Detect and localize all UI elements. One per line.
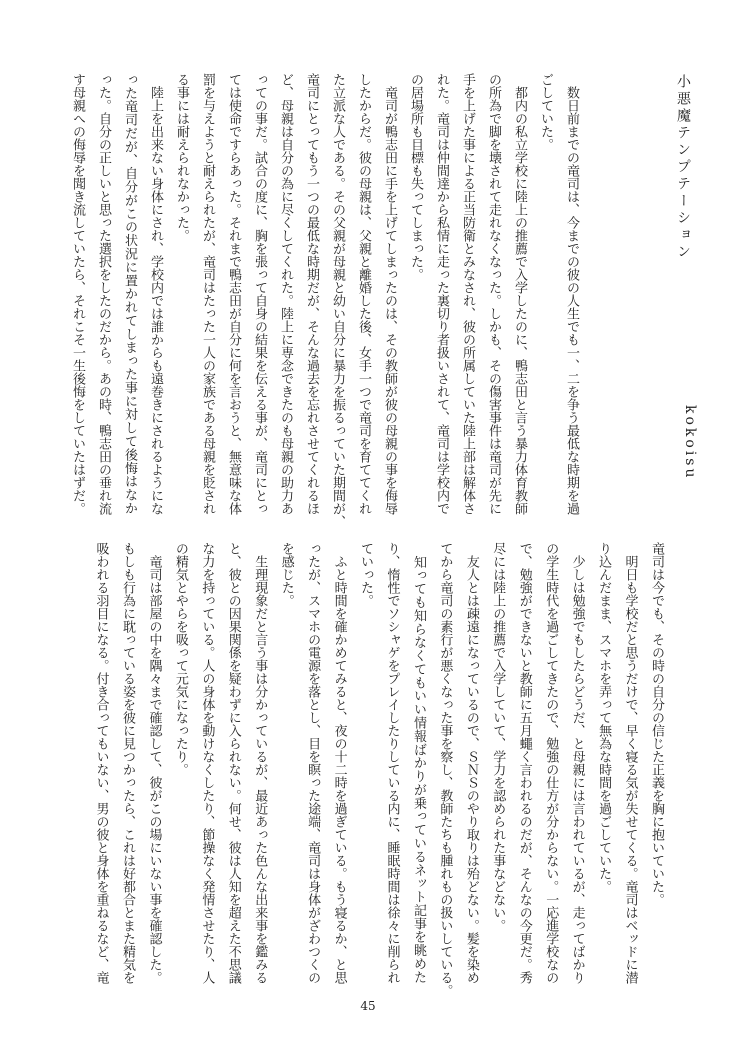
text-line: 都内の私立学校に陸上の推薦で入学したのに、鴨志田と言う暴力体育教師 [512,73,527,515]
text-line: ったが、スマホの電源を落とし、目を瞑った途端、竜司は身体がざわつくの [305,542,321,984]
text-line: った竜司だが、自分がこの状況に置かれてしまった事に対して後悔はなか [122,73,137,515]
text-line: 罰を与えようと耐えられたが、竜司はたった一人の家族である母親を貶され [200,73,215,515]
text-line: 竜司が鴨志田に手を上げてしまったのは、その教師が彼の母親の事を侮辱 [382,73,397,515]
text-line: ていった。 [358,542,374,607]
text-line: っての事だ。試合の度に、胸を張って自身の結果を伝える事が、竜司にとっ [252,73,267,515]
text-line: 吸われる羽目になる。付き合ってもいない、男の彼と身体を重ねるなど、竜 [93,542,109,984]
text-line: た立派な人である。その父親が母親と幼い自分に暴力を振るっていた期間が、 [330,73,345,528]
text-line: す母親への侮辱を聞き流していたら、それこそ一生後悔をしていたはずだ。 [70,73,85,515]
text-line: れた。竜司は仲間達から私情に走った裏切り者扱いされて、竜司は学校内で [434,73,449,515]
text-line: 数日前までの竜司は、今までの彼の人生でも一、二を争う最低な時期を過 [564,73,579,515]
text-line: 知っても知らなくてもいい情報ばかりが乗っているネット記事を眺めた [410,542,426,984]
text-line: の学生時代を過ごしてきたので、勉強の仕方が分からない。一応進学校なの [543,542,559,984]
text-line: てから竜司の素行が悪くなった事を察し、教師たちも腫れもの扱いしている。 [437,542,453,997]
text-line: と、彼との因果関係を疑わずに入られない。何せ、彼は人知を超えた不思議 [225,542,241,984]
text-line: り込んだまま、スマホを弄って無為な時間を過ごしていた。 [596,542,612,893]
story-title: 小悪魔テンプテーション [675,74,691,261]
text-line: 友人とは疎遠になっているので、ＳＮＳのやり取りは殆どない。髪を染め [463,542,479,984]
text-line: の精気とやらを吸って元気になったり。 [172,542,188,776]
text-line: 陸上を出来ない身体にされ、学校内では誰からも遠巻きにされるようにな [148,73,163,515]
text-line: で、勉強ができないと教師に五月蠅く言われるのだが、そんなの今更だ。秀 [516,542,532,984]
text-line: 竜司は部屋の中を隅々まで確認して、彼がこの場にいない事を確認した。 [146,542,162,984]
text-line: り、惰性でソシャゲをプレイしたりしている内に、睡眠時間は徐々に削られ [384,542,400,984]
text-line: ては使命ですらあった。それまで鴨志田が自分に何を言おうと、無意味な体 [226,73,241,515]
text-line: 竜司にとってもう一つの最低な時期だが、そんな過去を忘れさせてくれるほ [304,73,319,515]
text-line: 尽には陸上の推薦で入学していて、学力を認められた事などない。 [490,542,506,932]
author-name: kokoisu [682,405,698,481]
text-line: る事には耐えられなかった。 [174,73,189,242]
text-line: もしも行為に耽っている姿を彼に見つかったら、これは好都合とまた精気を [120,542,135,984]
text-line: 明日も学校だと思うだけで、早く寝る気が失せてくる。竜司はベッドに潜 [622,542,638,984]
text-line: 少しは勉強でもしたらどうだ、と母親には言われているが、走ってばかり [569,542,585,984]
text-line: の所為で脚を壊されて走れなくなった。しかも、その傷害事件は竜司が先に [486,73,501,515]
page-number: 45 [360,999,376,1013]
text-line: 生理現象だと言う事は分かっているが、最近あった色んな出来事を鑑みる [252,542,268,984]
text-line: を感じた。 [278,542,294,607]
text-line: ごしていた。 [538,73,553,151]
text-line: 竜司は今でも、その時の自分の信じた正義を胸に抱いていた。 [649,542,664,906]
text-line: ふと時間を確かめてみると、夜の十二時を過ぎている。もう寝るか、と思 [331,542,347,984]
text-line: 手を上げた事による正当防衛とみなされ、彼の所属していた陸上部は解体さ [460,73,475,515]
text-line: な力を持っている。人の身体を動けなくしたり、節操なく発情させたり、人 [199,542,215,984]
text-line: の居場所も目標も失ってしまった。 [408,73,423,281]
text-line: った。自分の正しいと思った選択をしたのだから。あの時、鴨志田の垂れ流 [96,73,111,515]
text-line: したからだ。彼の母親は、父親と離婚した後、女手一つで竜司を育ててくれ [356,73,371,515]
text-line: ど、母親は自分の為に尽くしてくれた。陸上に専念できたのも母親の助力あ [278,73,293,515]
